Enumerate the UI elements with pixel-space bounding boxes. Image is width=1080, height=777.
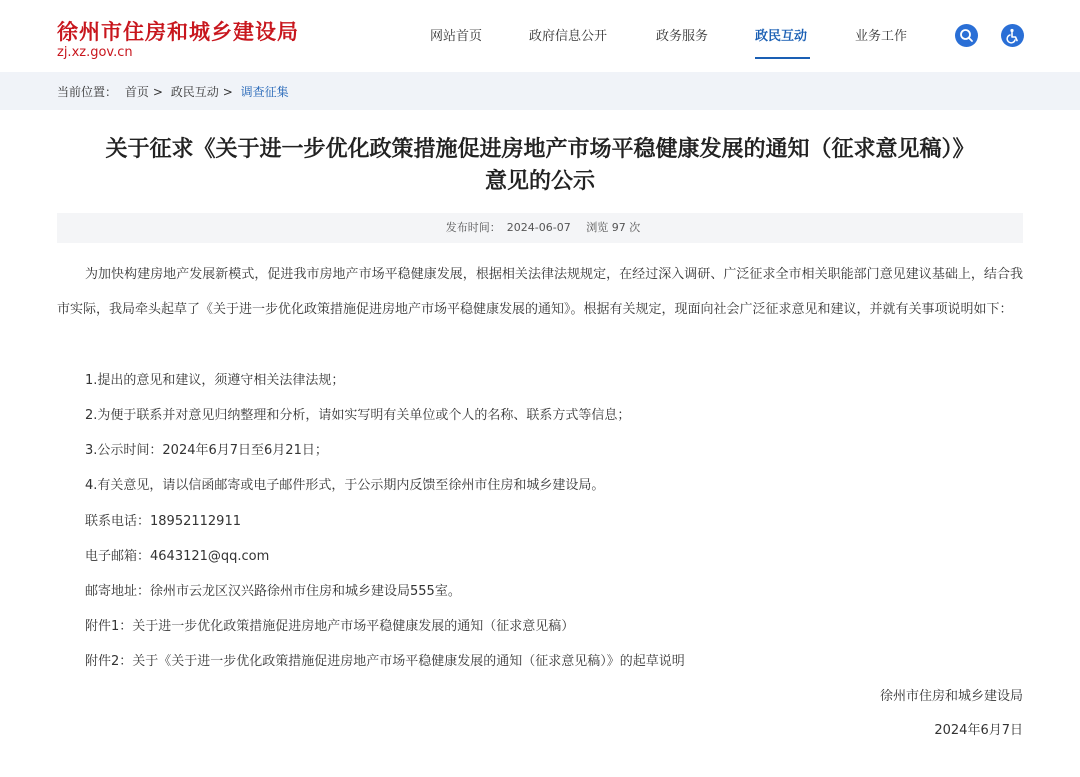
article-title-line1: 关于征求《关于进一步优化政策措施促进房地产市场平稳健康发展的通知（征求意见稿）》 (105, 137, 975, 162)
accessibility-icon (1001, 24, 1024, 47)
article-title (40, 134, 1040, 198)
publish-label: 发布时间： (445, 221, 501, 234)
search-icon (955, 24, 978, 47)
publish-date: 2024-06-07 (506, 221, 571, 234)
search-button[interactable] (955, 24, 978, 47)
breadcrumb-separator: > (152, 85, 163, 99)
site-logo-title[interactable]: 徐州市住房和城乡建设局 (57, 20, 299, 44)
views-unit: 次 (629, 221, 641, 234)
article-intro: 为加快构建房地产发展新模式，促进我市房地产市场平稳健康发展，根据相关法律法规规定，在经过深入调研、广泛征求全市相关职能部门意见建议基础上，结合我市实际，我局牵头起草了《关于进一步优化政策措施促进房地产市场平稳健康发展的通知》。根据有关规定，现面向社会广泛征求意见和建议，并就有关事项说明如下： (57, 267, 1023, 317)
signature-org: 徐州市住房和城乡建设局 (879, 689, 1023, 704)
nav-item-home[interactable]: 网站首页 (430, 29, 483, 44)
list-item: 2.为便于联系并对意见归纳整理和分析，请如实写明有关单位或个人的名称、联系方式等信息； (85, 408, 631, 423)
breadcrumb (57, 83, 293, 100)
contact-address: 邮寄地址：徐州市云龙区汉兴路徐州市住房和城乡建设局555室。 (85, 584, 461, 599)
nav-item-business[interactable]: 业务工作 (855, 29, 908, 44)
signature-date: 2024年6月7日 (934, 723, 1023, 738)
list-item: 4.有关意见，请以信函邮寄或电子邮件形式，于公示期内反馈至徐州市住房和城乡建设局。 (85, 478, 605, 493)
accessibility-button[interactable] (1001, 24, 1024, 47)
views-count: 97 (611, 221, 626, 234)
site-header (0, 0, 1080, 72)
breadcrumb-item-interaction[interactable]: 政民互动 (170, 85, 219, 99)
attachment-link-2[interactable]: 附件2：关于《关于进一步优化政策措施促进房地产市场平稳健康发展的通知（征求意见稿）》的起草说明 (85, 654, 685, 669)
list-item: 3.公示时间：2024年6月7日至6月21日； (85, 443, 328, 458)
nav-active-indicator (755, 57, 810, 59)
breadcrumb-prefix: 当前位置： (57, 85, 118, 99)
nav-item-gov-info[interactable]: 政府信息公开 (529, 29, 608, 44)
site-domain: zj.xz.gov.cn (57, 45, 133, 60)
list-item: 1.提出的意见和建议，须遵守相关法律法规； (85, 373, 345, 388)
nav-item-services[interactable]: 政务服务 (656, 29, 709, 44)
article-meta (57, 213, 1023, 243)
contact-phone: 联系电话：18952112911 (85, 514, 241, 529)
article-title-line2: 意见的公示 (484, 169, 595, 194)
breadcrumb-bar (0, 72, 1080, 110)
views-label: 浏览 (586, 221, 609, 234)
nav-item-interaction[interactable]: 政民互动 (755, 29, 808, 44)
contact-email: 电子邮箱：4643121@qq.com (85, 549, 270, 564)
breadcrumb-item-current[interactable]: 调查征集 (240, 85, 289, 99)
breadcrumb-separator: > (222, 85, 233, 99)
breadcrumb-item-home[interactable]: 首页 (124, 85, 149, 99)
attachment-link-1[interactable]: 附件1：关于进一步优化政策措施促进房地产市场平稳健康发展的通知（征求意见稿） (85, 619, 575, 634)
